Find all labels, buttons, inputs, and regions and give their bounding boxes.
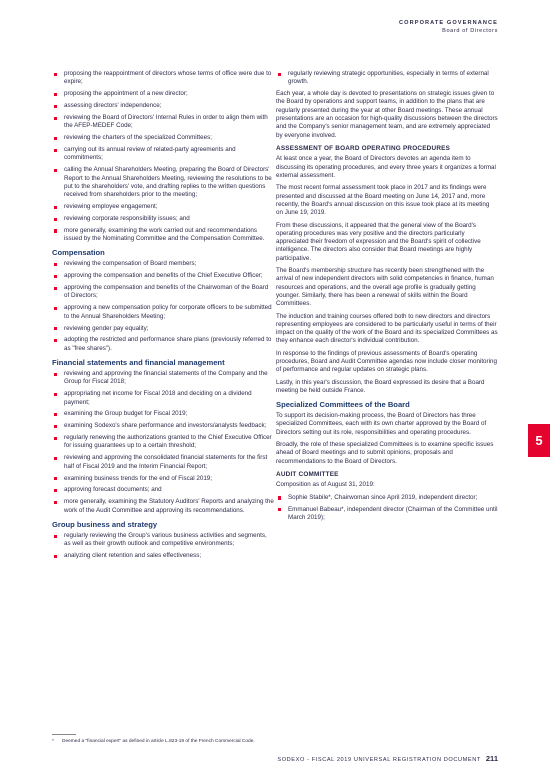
paragraph: The Board's membership structure has recently been strengthened with the arrival of new independent directors with solid competencies in finance, human resources and operations, and the overall age profile is gradually getting younger. Similarly, there has been a renewal of skills within the Board Committees. xyxy=(276,267,494,308)
list-item: reviewing and approving the financial statements of the Company and the Group for Fiscal 2018; xyxy=(52,370,274,387)
right-column xyxy=(276,70,498,526)
list-item: approving the compensation and benefits of the Chairwoman of the Board of Directors; xyxy=(52,284,274,301)
list-item: more generally, examining the Statutory Auditors' Reports and analyzing the work of the Audit Committee and approving its recommendations. xyxy=(52,498,274,515)
assessment-heading: ASSESSMENT OF BOARD OPERATING PROCEDURES xyxy=(276,144,451,152)
strategy-list xyxy=(52,532,274,560)
footnote-divider xyxy=(52,734,76,735)
audit-committee-heading: AUDIT COMMITTEE xyxy=(276,470,339,478)
list-item: reviewing the compensation of Board members; xyxy=(52,260,274,268)
paragraph: Broadly, the role of these specialized Committees is to examine specific issues ahead of Board meetings and to submit opinions, proposals and recommendations to the Board of Directors. xyxy=(276,441,494,465)
compensation-list xyxy=(52,260,274,353)
list-item: examining the Group budget for Fiscal 2019; xyxy=(52,410,274,418)
list-item: proposing the reappointment of directors whose terms of office were due to expire; xyxy=(52,70,274,87)
audit-members-list xyxy=(276,494,498,522)
strategy-heading: Group business and strategy xyxy=(52,519,158,529)
financial-list xyxy=(52,370,274,515)
footnote-marker: * xyxy=(52,739,54,744)
list-item: examining Sodexo's share performance and investors/analysts feedback; xyxy=(52,422,274,430)
paragraph: From these discussions, it appeared that the general view of the Board's operating procedures was very positive and the directors particularly appreciated their freedom of expression and the Board's spirit of collective intelligence. The directors also consider that Board meetings are highly participative. xyxy=(276,221,481,262)
header-subsection: Board of Directors xyxy=(442,28,498,34)
list-item: reviewing gender pay equality; xyxy=(52,325,274,333)
chapter-tab: 5 xyxy=(528,424,550,457)
running-header xyxy=(399,19,498,35)
left-column xyxy=(52,70,274,564)
list-item: regularly renewing the authorizations granted to the Chief Executive Officer for issuing guarantees up to a certain threshold; xyxy=(52,434,274,451)
compensation-heading: Compensation xyxy=(52,248,105,258)
list-item: examining business trends for the end of Fiscal 2019; xyxy=(52,475,274,483)
list-item: assessing directors' independence; xyxy=(52,102,274,110)
list-item: adopting the restricted and performance share plans (previously referred to as "free shares"). xyxy=(52,336,274,353)
page-footer xyxy=(277,755,498,764)
composition-label: Composition as of August 31, 2019: xyxy=(276,481,375,489)
footnote xyxy=(52,739,452,745)
paragraph: In response to the findings of previous assessments of Board's operating procedures, Board and Audit Committee agendas now include closer monitoring of performance and regular updates on strategic plans. xyxy=(276,349,497,374)
committees-heading: Specialized Committees of the Board xyxy=(276,400,410,410)
header-section: CORPORATE GOVERNANCE xyxy=(399,20,498,26)
list-item: reviewing employee engagement; xyxy=(52,203,274,211)
list-item: Emmanuel Babeau*, independent director (Chairman of the Committee until March 2019); xyxy=(276,506,498,523)
list-item: appropriating net income for Fiscal 2018 and deciding on a dividend payment; xyxy=(52,390,274,407)
board-activities-list xyxy=(52,70,274,243)
list-item: approving a new compensation policy for corporate officers to be submitted to the Annual Shareholders Meeting; xyxy=(52,304,274,321)
footer-document-title: SODEXO - FISCAL 2019 UNIVERSAL REGISTRATION DOCUMENT xyxy=(277,757,481,763)
list-item: analyzing client retention and sales effectiveness; xyxy=(52,552,274,560)
paragraph: The induction and training courses offered both to new directors and directors representing employees are considered to be particularly useful in terms of their impact on the quality of the work of the Board and its specialized Committees as they enhance each director's individual contribution. xyxy=(276,312,498,345)
financial-heading: Financial statements and financial management xyxy=(52,358,225,368)
list-item: approving forecast documents; and xyxy=(52,486,274,494)
list-item: Sophie Stabile*, Chairwoman since April 2019, independent director; xyxy=(276,494,498,502)
list-item: reviewing corporate responsibility issues; and xyxy=(52,215,274,223)
list-item: approving the compensation and benefits of the Chief Executive Officer; xyxy=(52,272,274,280)
strategy-continued-list xyxy=(276,70,498,87)
list-item: reviewing the charters of the specialized Committees; xyxy=(52,134,274,142)
footnote-text: Deemed a "financial expert" as defined in article L.823-19 of the French Commercial Code. xyxy=(62,739,255,744)
list-item: more generally, examining the work carried out and recommendations issued by the Nominating Committee and the Compensation Committee. xyxy=(52,227,274,244)
list-item: reviewing and approving the consolidated financial statements for the first half of Fiscal 2019 and the Interim Financial Report; xyxy=(52,454,274,471)
paragraph: At least once a year, the Board of Directors devotes an agenda item to discussing its operating procedures, and every three years it organizes a formal external assessment. xyxy=(276,155,496,180)
paragraph: Each year, a whole day is devoted to presentations on strategic issues given to the Board by operations and support teams, in addition to the plans that are regularly presented during the year at other Board meetings. These annual presentations are an occasion for high-quality discussions between the directors and the Company's senior management team, and are extremely appreciated by everyone involved. xyxy=(276,90,498,139)
list-item: regularly reviewing the Group's various business activities and segments, as well as their growth outlook and competitive environments; xyxy=(52,532,274,549)
page-number: 211 xyxy=(485,754,498,763)
list-item: reviewing the Board of Directors' Internal Rules in order to align them with the AFEP-MEDEF Code; xyxy=(52,114,274,131)
list-item: calling the Annual Shareholders Meeting, preparing the Board of Directors' Report to the Annual Shareholders Meeting, reviewing the resolutions to be put to the shareholders' vote, and drafting replies to the written questions received from shareholders prior to the meeting; xyxy=(52,166,274,199)
list-item: proposing the appointment of a new director; xyxy=(52,90,274,98)
paragraph: The most recent formal assessment took place in 2017 and its findings were presented and discussed at the Board meeting on June 14, 2017 and, more recently, the Board's annual discussion on this issue took place at its meeting on June 19, 2019. xyxy=(276,184,490,217)
list-item: carrying out its annual review of related-party agreements and commitments; xyxy=(52,146,274,163)
paragraph: To support its decision-making process, the Board of Directors has three specialized Committees, each with its own charter approved by the Board of Directors setting out its role, responsibilities and operating procedures. xyxy=(276,412,487,436)
paragraph: Lastly, in this year's discussion, the Board expressed its desire that a Board meeting be held outside France. xyxy=(276,378,485,394)
list-item: regularly reviewing strategic opportunities, especially in terms of external growth. xyxy=(276,70,498,87)
